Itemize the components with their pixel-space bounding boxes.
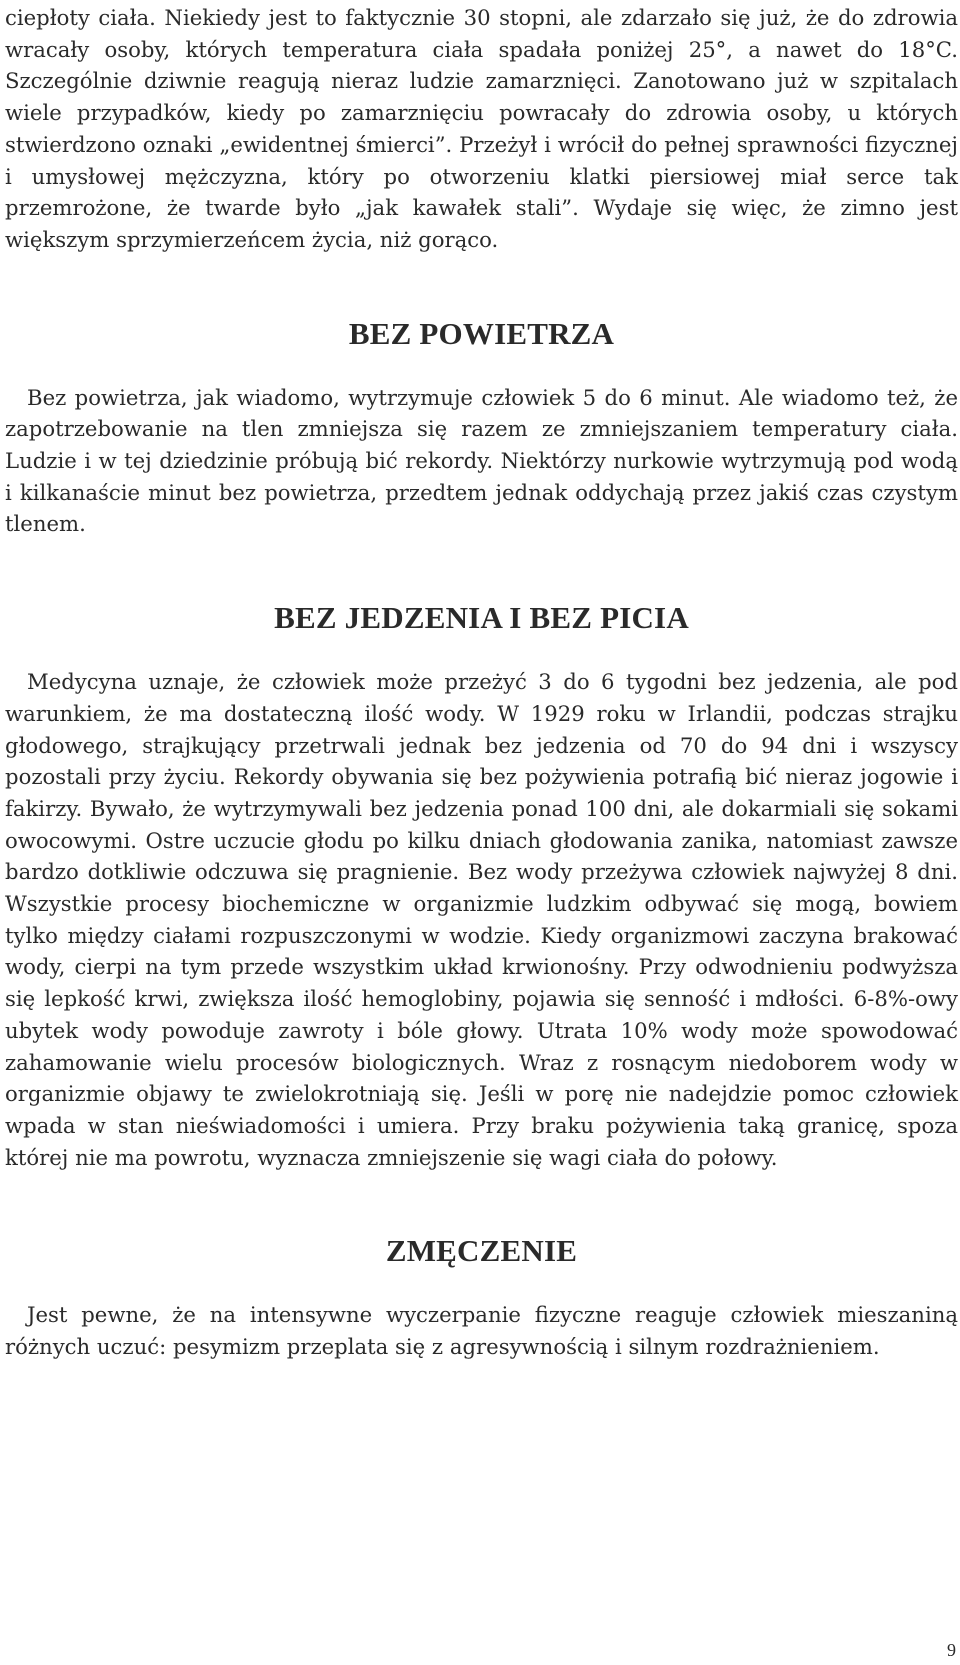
section-paragraph-zmeczenie: Jest pewne, że na intensywne wyczerpanie fizyczne reaguje człowiek mieszaniną różnych uczuć: pesymizm przeplata się z agresywnością i silnym rozdrażnieniem. [5, 1302, 958, 1360]
document-page [5, 0, 958, 1363]
section-heading-bez-jedzenia: BEZ JEDZENIA I BEZ PICIA [274, 600, 689, 636]
intro-paragraph: ciepłoty ciała. Niekiedy jest to faktycznie 30 stopni, ale zdarzało się już, że do zdrowia wracały osoby, których temperatura ciała spadała poniżej 25°, a nawet do 18°C. Szczególnie dziwnie reagują nieraz ludzie zamarznięci. Zanotowano już w szpitalach wiele przypadków, kiedy po zamarznięciu powracały do zdrowia osoby, u których stwierdzono oznaki „ewidentnej śmierci”. Przeżył i wrócił do pełnej sprawności fizycznej i umysłowej mężczyzna, który po otworzeniu klatki piersiowej miał serce tak przemrożone, że twarde było „jak kawałek stali”. Wydaje się więc, że zimno jest większym sprzymierzeńcem życia, niż gorąco. [5, 5, 958, 252]
section-heading-zmeczenie: ZMĘCZENIE [385, 1233, 578, 1269]
section-heading-bez-powietrza: BEZ POWIETRZA [348, 315, 615, 351]
section-paragraph-bez-powietrza: Bez powietrza, jak wiadomo, wytrzymuje człowiek 5 do 6 minut. Ale wiadomo też, że zapotrzebowanie na tlen zmniejsza się razem ze zmniejszaniem temperatury ciała. Ludzie i w tej dziedzinie próbują bić rekordy. Niektórzy nurkowie wytrzymują pod wodą i kilkanaście minut bez powietrza, przedtem jednak oddychają przez jakiś czas czystym tlenem. [5, 384, 958, 537]
page-number: 9 [947, 1640, 956, 1660]
section-paragraph-bez-jedzenia: Medycyna uznaje, że człowiek może przeżyć 3 do 6 tygodni bez jedzenia, ale pod warunkiem, że ma dostateczną ilość wody. W 1929 roku w Irlandii, podczas strajku głodowego, strajkujący przetrwali jednak bez jedzenia od 70 do 94 dni i wszyscy pozostali przy życiu. Rekordy obywania się bez pożywienia potrafią bić nieraz jogowie i fakirzy. Bywało, że wytrzymywali bez jedzenia ponad 100 dni, ale dokarmiali się sokami owocowymi. Ostre uczucie głodu po kilku dniach głodowania zanika, natomiast zawsze bardzo dotkliwie odczuwa się pragnienie. Bez wody przeżywa człowiek najwyżej 8 dni. Wszystkie procesy biochemiczne w organizmie ludzkim odbywać się mogą, bowiem tylko między ciałami rozpuszczonymi w wodzie. Kiedy organizmowi zaczyna brakować wody, cierpi na tym przede wszystkim układ krwionośny. Przy odwodnieniu podwyższa się lepkość krwi, zwiększa ilość hemoglobiny, pojawia się senność i mdłości. 6-8%-owy ubytek wody powoduje zawroty i bóle głowy. Utrata 10% wody może spowodować zahamowanie wielu procesów biologicznych. Wraz z rosnącym niedoborem wody w organizmie objawy te zwielokrotniają się. Jeśli w porę nie nadejdzie pomoc człowiek wpada w stan nieświadomości i umiera. Przy braku pożywienia taką granicę, spoza której nie ma powrotu, wyznacza zmniejszenie się wagi ciała do połowy. [5, 669, 958, 1170]
